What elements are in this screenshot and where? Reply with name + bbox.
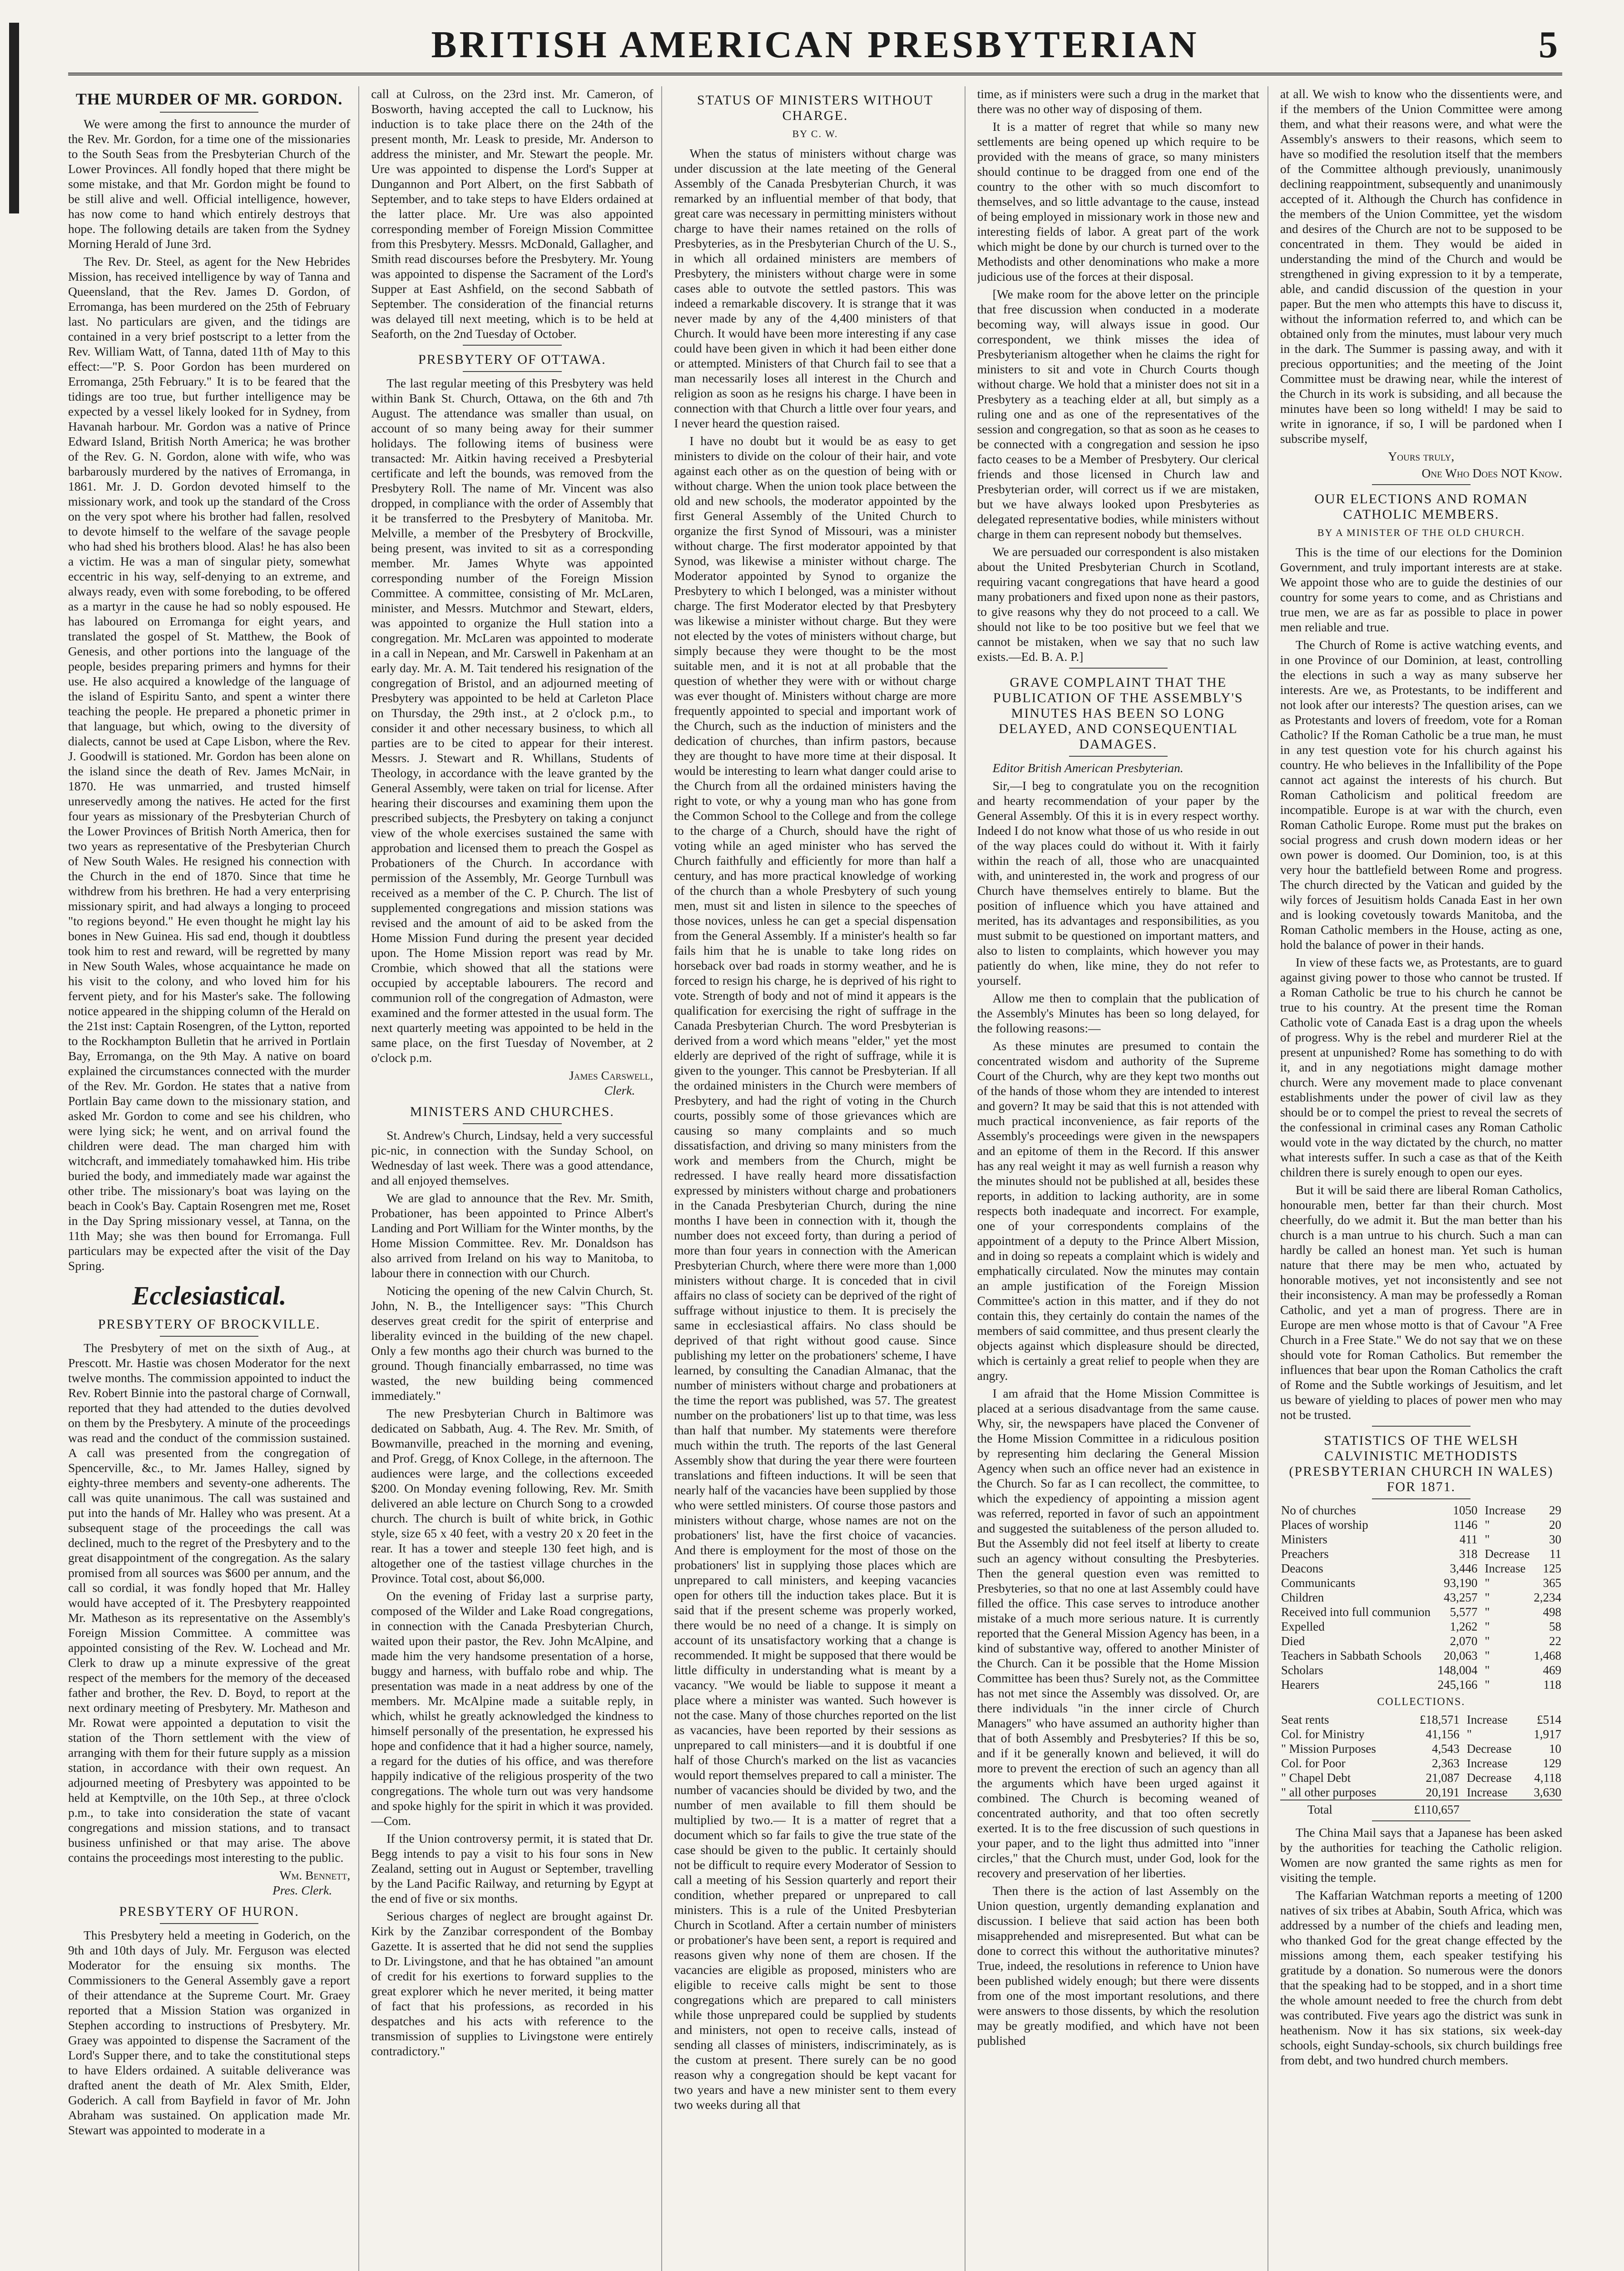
article-title: MINISTERS AND CHURCHES.: [410, 1104, 614, 1119]
paragraph: The Presbytery of met on the sixth of Aug., at Prescott. Mr. Hastie was chosen Moderator for the next twelve months. The commission appointed to induct the Rev. Robert Binnie into the pastoral charge of Cornwall, reported that they had attended to the duties devolved on them by the Presbytery. A minute of the proceedings was read and the conduct of the commission sustained. A call was presented from the congregation of Spencerville, &c., to Mr. James Halley, signed by eighty-three members and seventy-one adherents. The call was quite unanimous. The call was sustained and put into the hands of Mr. Halley who was present. At a subsequent stage of the proceedings the call was declined, much to the regret of the Presbytery and to the great disappointment of the congregation. As the salary promised from all sources was $600 per annum, and the call so cordial, it was fondly hoped that Mr. Halley would have accepted of it. The Presbytery reappointed Mr. Matheson as its representative on the Assembly's Foreign Mission Committee. A committee was appointed consisting of the Rev. W. Lochead and Mr. Clerk to draw up a minute expressive of the great respect of the members for the memory of the deceased father and brother, the Rev. D. Boyd, to report at the next ordinary meeting of Presbytery. Mr. Matheson and Mr. Rowat were appointed a deputation to visit the station of the Thorn settlement with the view of arranging with them for their future supply as a mission station, in accordance with their own request. An adjourned meeting of Presbytery was appointed to be held at Kemptville, on the 10th Sep., at three o'clock p.m., to take into consideration the state of vacant congregations and mission stations, and to transact business unfinished or that may arise. The above contains the proceedings most interesting to the public.: [68, 1341, 351, 1864]
table-cell-label: Expelled: [1281, 1620, 1325, 1633]
table-cell-chg: Increase: [1485, 1503, 1526, 1517]
divider: [160, 1923, 258, 1924]
table-cell-val: 3,446: [1450, 1562, 1478, 1575]
paragraph: Serious charges of neglect are brought against Dr. Kirk by the Zanzibar correspondent of the Bombay Gazette. It is asserted that he did not send the supplies to Dr. Livingstone, and that he has obtained "an amount of credit for his exertions to forward supplies to the great explorer which he never merited, it being matter of fact that his professions, as recorded in his despatches and his acts with reference to the transmission of supplies to Livingstone were entirely contradictory.": [371, 1909, 654, 2058]
table-cell-val: 93,190: [1444, 1576, 1478, 1590]
masthead: [68, 18, 1562, 75]
column-3: [674, 86, 965, 2271]
table-row: [1280, 1756, 1562, 1770]
paragraph: I am afraid that the Home Mission Committee is placed at a serious disadvantage from the same cause. Why, sir, the newspapers have placed the Convener of the Home Mission Committee in a ridiculous position by representing him declaring the General Mission Agency when such an office never had an existence in the Church. So far as I can recollect, the committee, to which the expediency of appointing a mission agent was referred, reported in favor of such an appointment and suggested the suitableness of the person alluded to. But the Assembly did not feel itself at liberty to create such an agency without consulting the Presbyteries. Then the general question even was remitted to Presbyteries, so that no one at last Assembly could have filled the office. This case serves to introduce another mistake of a much more serious nature. It is currently reported that the General Mission Agency has been, in a kind of substantive way, offered to another Minister of the Church. Can it be possible that the Home Mission Committee has been thus? Surely not, as the Committee has not met since the Assembly was dissolved. Or, are there individuals "in the inner circle of Church Managers" who have assumed an authority higher than that of both Assembly and Presbyteries? If this be so, and if it be generally known and believed, it will do more to prevent the erection of such an agency than all the arguments which have been urged against it combined. The Church is becoming weaned of concentrated authority, and that too often secretly exerted. It is to the free discussion of such questions in your paper, and to the light thus admitted into "inner circles," that the Church must, under God, look for the recovery and preservation of her liberties.: [977, 1386, 1259, 1880]
table-cell-label: Children: [1281, 1591, 1324, 1604]
column-1: [68, 86, 359, 2271]
table-row: [1280, 1712, 1562, 1727]
table-row: [1280, 1547, 1562, 1561]
table-row: [1280, 1785, 1562, 1800]
paragraph: When the status of ministers without charge was under discussion at the late meeting of the General Assembly of the Canada Presbyterian Church, it was remarked by an influential member of that body, that great care was necessary in permitting ministers without charge to have their names retained on the rolls of Presbyteries, as in the Presbyterian Church of the U. S., in which all ordained ministers are members of Presbytery, the ministers without charge were in some cases able to outvote the settled pastors. This was indeed a remarkable discovery. It is strange that it was never made by any of the 4,400 ministers of that Church. It would have been more interesting if any case could have been given in which it had been either done or attempted. Ministers of that Church fail to see that a man necessarily loses all interest in the Church and religion as soon as he resigns his charge. I have been in connection with that Church a little over four years, and I never heard the question raised.: [674, 146, 956, 430]
table-cell-label: Col. for Ministry: [1281, 1727, 1365, 1741]
column-2: [371, 86, 662, 2271]
table-cell-label: Communicants: [1281, 1576, 1356, 1590]
table-cell-chg: ": [1485, 1620, 1490, 1633]
paragraph: The Church of Rome is active watching events, and in one Province of our Dominion, at least, controlling the elections in such a way as many subserve her interests. Are we, as Protestants, to be indifferent and not look after our interests? The question arises, can we as Protestants and lovers of freedom, vote for a Roman Catholic? If the Roman Catholic be a true man, he must in any test question vote for his church against his country. He who believes in the Infallibility of the Pope cannot act against the interests of his church. But Roman Catholicism and political freedom are incompatible. Europe is at war with the church, even Roman Catholic Europe. Rome must put the brakes on social progress and crush down modern ideas or her own power is doomed. Our Dominion, too, is at this very hour the battlefield between Rome and progress. The church directed by the Vatican and guided by the wily forces of Jesuitism holds Canada East in her own and is looking covetously towards Manitoba, and the Roman Catholic members in the House, acting as one, hold the balance of power in their hands.: [1280, 638, 1563, 952]
table-cell-label: Preachers: [1281, 1547, 1329, 1561]
table-row: [1280, 1619, 1562, 1634]
divider: [1372, 1820, 1471, 1821]
table-cell-amt: 365: [1543, 1576, 1562, 1590]
divider: [160, 1336, 258, 1337]
table-cell-amt: 4,118: [1534, 1771, 1562, 1785]
table-cell-chg: ": [1485, 1678, 1490, 1691]
salutation-to: Editor British American Presbyterian.: [992, 761, 1183, 775]
table-cell-chg: ": [1466, 1727, 1472, 1741]
divider: [1372, 1498, 1471, 1499]
table-cell-val: 1,262: [1450, 1620, 1478, 1633]
paragraph: Sir,—I beg to congratulate you on the recognition and hearty recommendation of your paper by the General Assembly. Of this it is in every respect worthy. Indeed I do not know what those of us who reside in out of the way places could do without it. With it fairly within the reach of all, those who are unacquainted with, and uninterested in, the work and progress of our Church have themselves entirely to blame. But the position of influence which you have attained and merited, has its advantages and responsibilities, as you must submit to be questioned on important matters, and also to listen to complaints, which however you may patiently do when, like mine, they do not refer to yourself.: [977, 778, 1259, 987]
table-row: [1280, 1648, 1562, 1663]
table-cell-amt: 1,917: [1534, 1727, 1562, 1741]
divider: [160, 112, 258, 113]
table-cell-label: " Mission Purposes: [1281, 1742, 1376, 1755]
table-row: [1280, 1727, 1562, 1741]
table-cell-chg: ": [1485, 1649, 1490, 1662]
table-cell-chg: ": [1485, 1532, 1490, 1546]
table-cell-amt: 30: [1549, 1532, 1562, 1546]
table-cell-amt: 20: [1549, 1518, 1562, 1532]
paragraph: As these minutes are presumed to contain the concentrated wisdom and authority of the Supreme Court of the Church, why are they kept two months out of the hands of those whom they are intended to interest and govern? It may be said that this is not attended with much practical inconvenience, as fair reports of the Assembly's proceedings were given in the newspapers and an epitome of them in the Record. If this answer has any real weight it may as well furnish a reason why the minutes should not be published at all, besides these reports, in addition to lacking authority, are in some respects both inadequate and incorrect. For example, one of your correspondents complains of the appointment of a deputy to the Prince Albert Mission, and in doing so repeats a complaint which is widely and emphatically circulated. Now the minutes may contain an ample justification of the Foreign Mission Committee's action in this matter, and if they do not contain this, they certainly do contain the names of the members of said committee, and thus present clearly the objects against which displeasure should be directed, which is certainly a great relief to people when they are angry.: [977, 1039, 1259, 1383]
divider: [1069, 668, 1168, 669]
table-cell-chg: ": [1485, 1591, 1490, 1604]
column-5: [1280, 86, 1562, 2271]
total-label: Total: [1280, 1800, 1401, 1817]
page-number: 5: [1539, 24, 1558, 66]
paragraph: We were among the first to announce the murder of the Rev. Mr. Gordon, for a time one of the missionaries to the South Seas from the Presbyterian Church of the Lower Provinces. All fondly hoped that there might be some mistake, and that Mr. Gordon might be found to be still alive and well. Official intelligence, however, has now come to hand which entirely destroys that hope. The following details are taken from the Sydney Morning Herald of June 3rd.: [68, 117, 351, 251]
table-cell-chg: Increase: [1485, 1562, 1526, 1575]
table-cell-label: Seat rents: [1281, 1713, 1329, 1726]
divider: [1372, 484, 1471, 485]
table-cell-chg: ": [1485, 1663, 1490, 1677]
divider: [1069, 756, 1168, 757]
article-title: PRESBYTERY OF HURON.: [119, 1904, 299, 1919]
paragraph: time, as if ministers were such a drug in the market that there was no other way of disposing of them.: [977, 87, 1259, 116]
paragraph: In view of these facts we, as Protestants, are to guard against giving power to those who cannot be trusted. If a Roman Catholic be true to his church he cannot be true to his country. At the present time the Roman Catholic vote of Canada East is a drag upon the wheels of progress. Why is the rebel and murderer Riel at the present at unpunished? Rome has something to do with it, and in any negotiations might damage mother church. Were any movement made to place convenant establishments under the power of civil law as they should be or to compel the priest to reveal the secrets of the confessional in criminal cases any Roman Catholic would vote in the way dictated by the church, no matter what interests suffer. In such a case as that of the Keith children there is surely enough to open our eyes.: [1280, 955, 1563, 1179]
paragraph: This is the time of our elections for the Dominion Government, and truly important interests are at stake. We appoint those who are to guide the destinies of our country for some years to come, and as Christians and true men, we are as far as possible to place in power men reliable and true.: [1280, 545, 1563, 634]
table-cell-chg: Increase: [1466, 1713, 1508, 1726]
section-heading: Ecclesiastical.: [132, 1281, 287, 1310]
paragraph: Then there is the action of last Assembly on the Union question, urgently demanding explanation and discussion. I believe that said action has been both misapprehended and misrepresented. But what can be done to correct this without the authoritative minutes? True, indeed, the resolutions in reference to Union have been published widely enough; but there were dissents from one of the most important resolutions, and there were answers to those dissents, by which the resolution may be greatly modified, and which have not been published: [977, 1884, 1259, 2048]
paragraph: It is a matter of regret that while so many new settlements are being opened up which require to be provided with the means of grace, so many ministers should continue to be dragged from one end of the country to the other with so much discomfort to themselves, and so little advantage to the cause, instead of being employed in missionary work in those new and interesting fields of labor. A great part of the work which might be done by our church is turned over to the Methodists and other denominations who make a more judicious use of the forces at their disposal.: [977, 119, 1259, 283]
total-row: [1280, 1800, 1562, 1817]
table-cell-label: Col. for Poor: [1281, 1756, 1346, 1770]
table-cell-label: Hearers: [1281, 1678, 1319, 1691]
signature: One Who Does NOT Know.: [1421, 466, 1563, 480]
article-title: GRAVE COMPLAINT THAT THE PUBLICATION OF THE ASSEMBLY'S MINUTES HAS BEEN SO LONG DELAYED, AND CONSEQUENTIAL DAMAGES.: [993, 675, 1243, 752]
table-cell-val: 21,087: [1426, 1771, 1460, 1785]
table-row: [1280, 1503, 1562, 1517]
table-cell-amt: 498: [1543, 1605, 1562, 1619]
table-cell-val: 1050: [1453, 1503, 1478, 1517]
table-cell-label: Ministers: [1281, 1532, 1327, 1546]
table-cell-label: Teachers in Sabbath Schools: [1281, 1649, 1422, 1662]
paragraph: If the Union controversy permit, it is stated that Dr. Begg intends to pay a visit to his four sons in New Zealand, setting out in August or September, travelling by the Land Pacific Railway, and returning by Egypt at the end of five or six months.: [371, 1831, 654, 1905]
divider: [463, 345, 561, 346]
table-cell-amt: 22: [1549, 1634, 1562, 1648]
table-cell-val: 2,363: [1431, 1756, 1460, 1770]
columns: [68, 86, 1562, 2271]
table-cell-val: 245,166: [1437, 1678, 1478, 1691]
table-cell-amt: £514: [1537, 1713, 1562, 1726]
table-cell-val: £18,571: [1419, 1713, 1460, 1726]
table-cell-label: " Chapel Debt: [1281, 1771, 1351, 1785]
margin-bar: [9, 23, 19, 213]
table-cell-chg: Decrease: [1466, 1742, 1512, 1755]
table-row: [1280, 1741, 1562, 1756]
divider: [1372, 1426, 1471, 1427]
paragraph: The China Mail says that a Japanese has been asked by the authorities for teaching the Catholic religion. Women are now granted the same rights as men for visiting the temple.: [1280, 1825, 1563, 1884]
paragraph: The new Presbyterian Church in Baltimore was dedicated on Sabbath, Aug. 4. The Rev. Mr. Smith, of Bowmanville, preached in the morning and evening, and Prof. Gregg, of Knox College, in the afternoon. The audiences were large, and the collections exceeded $200. On Monday evening following, Rev. Mr. Smith delivered an able lecture on Church Song to a crowded church. The church is built of white brick, in Gothic style, size 65 x 40 feet, with a vestry 20 x 20 feet in the rear. It has a tower and steeple 130 feet high, and is altogether one of the tastiest village churches in the Province. Total cost, about $6,000.: [371, 1406, 654, 1585]
paragraph: Allow me then to complain that the publication of the Assembly's Minutes has been so long delayed, for the following reasons:—: [977, 991, 1259, 1035]
table-cell-chg: Decrease: [1485, 1547, 1530, 1561]
table-cell-val: 148,004: [1437, 1663, 1478, 1677]
table-cell-val: 2,070: [1450, 1634, 1478, 1648]
signature: Wm. Bennett,: [279, 1868, 351, 1882]
signature-role: Pres. Clerk.: [272, 1883, 332, 1897]
paragraph: at all. We wish to know who the dissentients were, and if the members of the Union Committee were among them, and what their reasons were, and what were the Assembly's answers to their reasons, which seem to have so modified the resolution itself that the members of the Committee although previously, unanimously declining reappointment, subsequently and unanimously accepted of it. Although the Church has confidence in the members of the Union Committee, yet the wisdom and desires of the Church are not to be supposed to be concentrated in them. They would be aided in understanding the mind of the Church and would be strengthened in giving expression to it by a temperate, able, and candid discussion of the question in your paper. But the men who attempts this have to discuss it, without the information referred to, and which can be obtained only from the minutes, must labour very much in the dark. The Summer is passing away, and with it precious opportunities; and the meeting of the Joint Committee must be drawing near, while the interest of the Church in its work is subsiding, and all because the minutes have been so long witheld! I may be said to write in ignorance, if so, I will be pardoned when I subscribe myself,: [1280, 87, 1563, 446]
table-row: [1280, 1590, 1562, 1605]
table-cell-chg: Increase: [1466, 1756, 1508, 1770]
table-cell-val: 1146: [1453, 1518, 1478, 1532]
signature-role: Clerk.: [604, 1083, 635, 1097]
table-row: [1280, 1605, 1562, 1619]
statistics-table: [1280, 1503, 1562, 1692]
table-cell-chg: Decrease: [1466, 1771, 1512, 1785]
byline: BY A MINISTER OF THE OLD CHURCH.: [1317, 527, 1525, 538]
paragraph: But it will be said there are liberal Roman Catholics, honourable men, better far than their church. Most cheerfully, do we admit it. But the man better than his church is a man untrue to his church. Such a man can hardly be called an honest man. Yet such is human nature that there may be men who, actuated by honorable motives, yet not inconsistently and see not their inconsistency. A man may be professedly a Roman Catholic, and yet a man of progress. There are in Europe are men whose motto is that of Cavour "A Free Church in a Free State." We do not say that we on these should vote for Roman Catholics. But remember the influences that bear upon the Roman Catholics the craft of Rome and the Subtle workings of Jesuitism, and let us beware of yielding to places of power men who may not be trusted.: [1280, 1183, 1563, 1422]
table-cell-amt: 10: [1549, 1742, 1562, 1755]
table-row: [1280, 1517, 1562, 1532]
paragraph: On the evening of Friday last a surprise party, composed of the Wilder and Lake Road congregations, in connection with the Canada Presbyterian Church, waited upon their pastor, the Rev. John McAlpine, and made him the very handsome presentation of a horse, buggy and harness, with buffalo robe and whip. The presentation was made in a neat address by one of the members. Mr. McAlpine made a suitable reply, in which, whilst he greatly acknowledged the kindness to himself personally of the presentation, he expressed his hope and confidence that it had a higher source, namely, a regard for the duties of his office, and was therefore happily indicative of the religious prosperity of the two congregations. The whole turn out was very handsome and spoke highly for the spirit in which it was provided.—Com.: [371, 1589, 654, 1828]
table-cell-val: 41,156: [1426, 1727, 1460, 1741]
divider: [463, 1123, 561, 1124]
table-cell-amt: 3,630: [1534, 1785, 1562, 1799]
signature: James Carswell,: [569, 1068, 654, 1082]
paragraph: The last regular meeting of this Presbytery was held within Bank St. Church, Ottawa, on the 6th and 7th August. The attendance was smaller than usual, on account of so many being away for their summer holidays. The following items of business were transacted: Mr. Aitkin having received a Presbyterial certificate and left the bounds, was removed from the Presbytery Roll. The name of Mr. Vincent was also dropped, in compliance with the order of Assembly that it be transferred to the Presbytery of Manitoba. Mr. Melville, a member of the Presbytery of Brockville, being present, was invited to sit as a corresponding member. Mr. James Whyte was appointed corresponding number of the Foreign Mission Committee. A committee, consisting of Mr. McLaren, minister, and Messrs. Mutchmor and Stewart, elders, was appointed to organize the Hull station into a congregation. Mr. McLaren was appointed to moderate in a call in Nepean, and Mr. Carswell in Pakenham at an early day. Mr. A. M. Tait tendered his resignation of the congregation of Bristol, and an adjourned meeting of Presbytery was appointed to be held at Carleton Place on Thursday, the 29th inst., at 2 o'clock p.m., to consider it and other necessary business, to which all parties are to be cited to appear for their interest. Messrs. J. Stewart and R. Whillans, Students of Theology, in accordance with the leave granted by the General Assembly, were taken on trial for license. After hearing their discourses and examining them upon the prescribed subjects, the Presbytery on taking a conjunct view of the whole exercises sustained the same with approbation and licensed them to preach the Gospel as Probationers of the Church. In accordance with permission of the Assembly, Mr. George Turnbull was received as a member of the C. P. Church. The list of supplemented congregations and mission stations was revised and the amount of aid to be asked from the Home Mission Fund during the present year decided upon. The Home Mission report was read by Mr. Crombie, which showed that all the stations were occupied by acceptable labourers. The record and communion roll of the congregation of Admaston, were examined and the former attested in the usual form. The next quarterly meeting was appointed to be held in the same place, on the first Tuesday of November, at 2 o'clock p.m.: [371, 376, 654, 1065]
table-row: [1280, 1561, 1562, 1576]
collections-table: [1280, 1712, 1562, 1817]
byline: BY C. W.: [792, 128, 838, 139]
article-title: STATUS OF MINISTERS WITHOUT CHARGE.: [697, 93, 934, 123]
table-row: [1280, 1634, 1562, 1648]
table-cell-label: Scholars: [1281, 1663, 1323, 1677]
table-cell-label: Received into full communion: [1281, 1605, 1431, 1619]
table-cell-label: Deacons: [1281, 1562, 1323, 1575]
article-title: THE MURDER OF MR. GORDON.: [75, 90, 343, 108]
table-cell-val: 318: [1459, 1547, 1478, 1561]
table-cell-val: 5,577: [1450, 1605, 1478, 1619]
table-cell-amt: 1,468: [1534, 1649, 1562, 1662]
table-cell-amt: 125: [1543, 1562, 1562, 1575]
paragraph: Noticing the opening of the new Calvin Church, St. John, N. B., the Intelligencer says: "This Church deserves great credit for the spirit of enterprise and liberality evinced in the building of the new chapel. Only a few months ago their church was burned to the ground. Though financially embarrassed, no time was wasted, the new building being commenced immediately.": [371, 1284, 654, 1403]
paragraph: We are glad to announce that the Rev. Mr. Smith, Probationer, has been appointed to Prince Albert's Landing and Port William for the Winter months, by the Home Mission Committee. Rev. Mr. Donaldson has also arrived from Ireland on his way to Manitoba, to labour there in connection with our Church.: [371, 1191, 654, 1280]
table-row: [1280, 1770, 1562, 1785]
table-cell-chg: ": [1485, 1518, 1490, 1532]
column-4: [977, 86, 1268, 2271]
table-cell-label: No of churches: [1281, 1503, 1356, 1517]
paragraph: We are persuaded our correspondent is also mistaken about the United Presbyterian Church in Scotland, requiring vacant congregations that have heard a good many probationers and fixed upon none as their pastors, to give reasons why they do not proceed to a call. We should not like to be too positive but we feel that we cannot be mistaken, when we say that no such law exists.—Ed. B. A. P.]: [977, 545, 1259, 664]
table-cell-amt: 2,234: [1534, 1591, 1562, 1604]
table-cell-val: 4,543: [1431, 1742, 1460, 1755]
article-title: PRESBYTERY OF OTTAWA.: [418, 352, 606, 367]
table-cell-label: " all other purposes: [1281, 1785, 1376, 1799]
table-row: [1280, 1532, 1562, 1547]
table-cell-chg: Increase: [1466, 1785, 1508, 1799]
paragraph: The Kaffarian Watchman reports a meeting of 1200 natives of six tribes at Ababin, South Africa, which was addressed by a number of the chiefs and leading men, who thanked God for the great change effected by the missions among them, each speaker testifying his gratitude by a donation. So numerous were the donors that the speaking had to be stopped, and in a short time the whole amount needed to free the church from debt was contributed. Five years ago the district was sunk in heathenism. Now it has six stations, six week-day schools, eight Sunday-schools, six church buildings free from debt, and two hundred church members.: [1280, 1888, 1563, 2067]
table-cell-val: 43,257: [1444, 1591, 1478, 1604]
table-cell-amt: 469: [1543, 1663, 1562, 1677]
table-cell-chg: ": [1485, 1605, 1490, 1619]
table-cell-val: 20,063: [1444, 1649, 1478, 1662]
table-cell-amt: 58: [1549, 1620, 1562, 1633]
paragraph: [We make room for the above letter on the principle that free discussion when conducted in a moderate becoming way, will always issue in good. Our correspondent, we think misses the idea of Presbyterianism altogether when he claims the right for ministers to sit and vote in Church Courts though without charge. We hold that a minister does not sit in a Presbytery as a teaching elder at all, but simply as a ruling one and as one of the representatives of the session and congregation, so that as soon as he ceases to be connected with a congregation and session he ipso facto ceases to be a Member of Presbytery. Our clerical friends and those licensed in Church law and Presbyterian order, will correct us if we are mistaken, but we have always looked upon Presbyteries as delegated representative bodies, while ministers without charge in them can represent nobody but themselves.: [977, 287, 1259, 541]
table-row: [1280, 1677, 1562, 1692]
table-cell-amt: 118: [1543, 1678, 1562, 1691]
paragraph: St. Andrew's Church, Lindsay, held a very successful pic-nic, in connection with the Sunday School, on Wednesday of last week. There was a good attendance, and all enjoyed themselves.: [371, 1128, 654, 1187]
table-cell-val: 411: [1459, 1532, 1478, 1546]
table-cell-chg: ": [1485, 1576, 1490, 1590]
paragraph: I have no doubt but it would be as easy to get ministers to divide on the colour of their hair, and vote against each other as on the question of being with or without charge. When the union took place between the old and new schools, the moderator appointed by the first General Assembly of the United Church to organize the first Synod of Missouri, was a minister without charge. The first moderator appointed by that Synod, was likewise a minister without charge. The Moderator appointed by Synod to organize the Presbytery to which I belonged, was a minister without charge. The first Moderator elected by that Presbytery was likewise a minister without charge. But they were not elected by the votes of ministers without charge, but simply because they were thought to be the most suitable men, and it is not at all probable that the question of whether they were with or without charge was ever thought of. Ministers without charge are more frequently appointed to special and important work of the Church, such as the induction of ministers and the dedication of churches, than infirm pastors, because they are thought to have more time at their disposal. It would be interesting to learn what danger could arise to the Church from all the ordained ministers having the right to vote, or why a young man who has gone from the Common School to the College and from the college to the charge of a Church, should have the right of voting while an aged minister who has served the Church faithfully and efficiently for more than half a century, and has more practical knowledge of working of the church than a whole Presbytery of such young men, must sit and listen in silence to the speeches of those novices, unless he can get a special dispensation from the General Assembly. If a minister's health so far fails him that he is unable to take long rides on horseback over bad roads in stormy weather, and he is forced to resign his charge, he is deprived of his right to vote. Strength of body and not of mind it appears is the qualification for exercising the right of suffrage in the Canada Presbyterian Church. The word Presbyterian is derived from a word which means "elder," yet the most elderly are deprived of the right of suffrage, while it is given to the younger. This cannot be Presbyterian. If all the ordained ministers in the Church were members of Presbytery, and had the right of voting in the Church courts, possibly some of those grievances which are causing so many complaints and so much dissatisfaction, and driving so many ministers from the work and members from the Church, might be redressed. I have really heard more dissatisfaction expressed by ministers without charge and probationers in the Canada Presbyterian Church, during the nine months I have been in connection with it, though the number does not exceed forty, than during a period of more than four years in connection with the American Presbyterian Church, where there were more than 1,000 ministers without charge. It is conceded that in civil affairs no class of society can be deprived of the right of suffrage without injustice to them. It is precisely the same in ecclesiastical affairs. No class should be deprived of that right without good cause. Since publishing my letter on the probationers' scheme, I have learned, by consulting the Canadian Almanac, that the number of ministers without charge and probationers at the time the report was published, was 57. The greatest number on the probationers' list up to that time, was less than half that number. My statements were therefore much within the truth. The reports of the last General Assembly show that during the year there were fourteen translations and fifteen inductions. It will be seen that nearly half of the vacancies have been supplied by those who were settled ministers. Of course those pastors and ministers without charge, whose names are not on the probationers' list, have the first choice of vacancies. And there is employment for the most of those on the probationers' list in supplying those places which are unprepared to call ministers, and keeping vacancies open for others till the induction takes place. But it is said that if the present scheme was properly worked, there would be no need of a change. It is simply on account of its unsatisfactory working that a change is recommended. It might be supposed that there would be little difficulty in understanding what is meant by a vacancy. "We would be liable to suppose it meant a place where a minister was wanted. Such however is not the case. Many of those churches reported on the list as vacancies, have been reported by their sessions as unprepared to call ministers—and it is doubtful if one half of those Church's marked on the list as vacancies would report themselves prepared to call a minister. The number of vacancies should be divided by two, and the number of men available to fill them should be multiplied by two.— It is a matter of regret that a document which so far fails to give the true state of the case should be given to the public. It certainly should not be difficult to require every Moderator of Session to call a meeting of his Session quarterly and report their condition, whether prepared or unprepared to call ministers. This is a rule of the United Presbyterian Church in Scotland. After a certain number of ministers or probationer's have been sent, a report is required and reasons given why none of them are chosen. If the vacancies are eligible as proposed, ministers who are eligible to receive calls might be sent to those congregations which are prepared to call ministers while those unprepared could be supplied by students and ministers, not open to receive calls, instead of sending all classes of ministers, indiscriminately, as is the custom at present. There surely can be no good reason why a congregation should be kept vacant for two years and have a new minister sent to them every two weeks during all that: [674, 434, 956, 2112]
table-cell-val: 20,191: [1426, 1785, 1460, 1799]
paragraph: The Rev. Dr. Steel, as agent for the New Hebrides Mission, has received intelligence by way of Tanna and Queensland, that the Rev. James D. Gordon, of Erromanga, has been murdered on the 25th of February last. No particulars are given, and the tidings are contained in a very brief postscript to a letter from the Rev. William Watt, of Tanna, dated 11th of May to this effect:—"P. S. Poor Gordon has been murdered on Erromanga, 25th February." It is to be feared that the tidings are too true, but further intelligence may be expected by a vessel likely looked for in Sydney, from Havanah harbour. Mr. Gordon was a native of Prince Edward Island, British North America; he was brother of the Rev. G. N. Gordon, alone with wife, who was barbarously murdered by the natives of Erromanga, in 1861. Mr. J. D. Gordon devoted himself to the missionary work, and took up the standard of the Cross on the very spot where his brother had fallen, resolved to devote himself to the welfare of the savage people who had shed his brothers blood. Alas! he has also been a victim. He was a man of singular piety, somewhat eccentric in his way, self-denying to an extreme, and always ready, even with some foreboding, to be offered as a martyr in the cause he had so nobly espoused. He has laboured on Erromanga for eight years, and translated the gospel of St. Matthew, the Book of Genesis, and other portions into the language of the people, besides preparing primers and hymns for their use. He also acquired a knowledge of the language of the island of Espiritu Santo, and spent a winter there teaching the people. He prepared a phonetic primer in that language, but which, owing to the diversity of dialects, cannot be used at Cape Lisbon, where the Rev. J. Goodwill is stationed. Mr. Gordon has been alone on the island since the death of Rev. James McNair, in 1870. He was unmarried, and trusted himself unreservedly among the natives. He acted for the first four years as missionary of the Presbyterian Church of the Lower Provinces of British North America, then for two years as representative of the Presbyterian Church of New South Wales. He resigned his connection with the Church in the end of 1870. Since that time he withdrew from his brethren. He had a very enterprising missionary spirit, and had always a longing to proceed "to regions beyond." He even thought he might lay his bones in New Guinea. His sad end, though it doubtless took him to rest and reward, will be regretted by many in New South Wales, whose acquaintance he made on his visit to the colony, and who loved him for his fervent piety, and for his Master's sake. The following notice appeared in the shipping column of the Herald on the 21st inst: Captain Rosengren, of the Lytton, reported to the Rockhampton Bulletin that he arrived in Portlain Bay, Erromanga, on the 9th May. A native on board explained the circumstances connected with the murder of the Rev. Mr. Gordon. He states that a native from Portlain Bay came down to the missionary station, and asked Mr. Gordon to come and see his children, who were lying sick; he went, and on arrival found the children were dead. The man charged him with witchcraft, and immediately tomahawked him. His tribe buried the body, and immediately made war against the other tribe. The missionary's boat was laying on the beach in Cook's Bay. Captain Rosengren met me, Roset in the Day Spring missionary vessel, at Tanna, on the 11th May; she was then bound for Erromanga. Full particulars may be expected after the visit of the Day Spring.: [68, 254, 351, 1273]
table-cell-chg: ": [1485, 1634, 1490, 1648]
table-cell-label: Places of worship: [1281, 1518, 1368, 1532]
table-row: [1280, 1576, 1562, 1590]
article-title: PRESBYTERY OF BROCKVILLE.: [98, 1317, 321, 1332]
divider: [463, 371, 561, 372]
table-cell-amt: 11: [1550, 1547, 1562, 1561]
newspaper-title: BRITISH AMERICAN PRESBYTERIAN: [431, 24, 1199, 66]
total-value: £110,657: [1401, 1800, 1461, 1817]
article-title: OUR ELECTIONS AND ROMAN CATHOLIC MEMBERS.: [1314, 491, 1528, 522]
table-cell-label: Died: [1281, 1634, 1305, 1648]
table-cell-amt: 29: [1549, 1503, 1562, 1517]
article-title: STATISTICS OF THE WELSH CALVINISTIC METHODISTS (PRESBYTERIAN CHURCH IN WALES) FOR 1871.: [1289, 1433, 1554, 1494]
closing: Yours truly,: [1388, 449, 1455, 463]
paragraph: This Presbytery held a meeting in Goderich, on the 9th and 10th days of July. Mr. Ferguson was elected Moderator for the ensuing six months. The Commissioners to the General Assembly gave a report of their attendance at the Supreme Court. Mr. Graey reported that a Mission Station was organized in Stephen according to instructions of Presbytery. Mr. Graey was appointed to dispense the Sacrament of the Lord's Supper there, and to take the constitutional steps to have Elders ordained. A suitable deliverance was drafted anent the death of Mr. Alex Smith, Elder, Goderich. A call from Bayfield in favor of Mr. John Abraham was sustained. On application made Mr. Stewart was appointed to moderate in a: [68, 1928, 351, 2137]
table-row: [1280, 1663, 1562, 1677]
table-cell-amt: 129: [1543, 1756, 1562, 1770]
paragraph: call at Culross, on the 23rd inst. Mr. Cameron, of Bosworth, having accepted the call to Lucknow, his induction is to take place there on the 24th of the present month, Mr. Leask to preside, Mr. Anderson to address the minister, and Mr. Stewart the people. Mr. Ure was appointed to dispense the Lord's Supper at Dungannon and Port Albert, on the first Sabbath of September, and to take steps to have Elders ordained at the latter place. Mr. Ure was also appointed corresponding member of Foreign Mission Committee from this Presbytery. Messrs. McDonald, Gallagher, and Smith read discourses before the Presbytery. Mr. Young was appointed to dispense the Sacrament of the Lord's Supper at East Ashfield, on the second Sabbath of September. The consideration of the financial returns was delayed till next meeting, which is to be held at Seaforth, on the 2nd Tuesday of October.: [371, 87, 654, 341]
collections-heading: COLLECTIONS.: [1377, 1696, 1466, 1708]
